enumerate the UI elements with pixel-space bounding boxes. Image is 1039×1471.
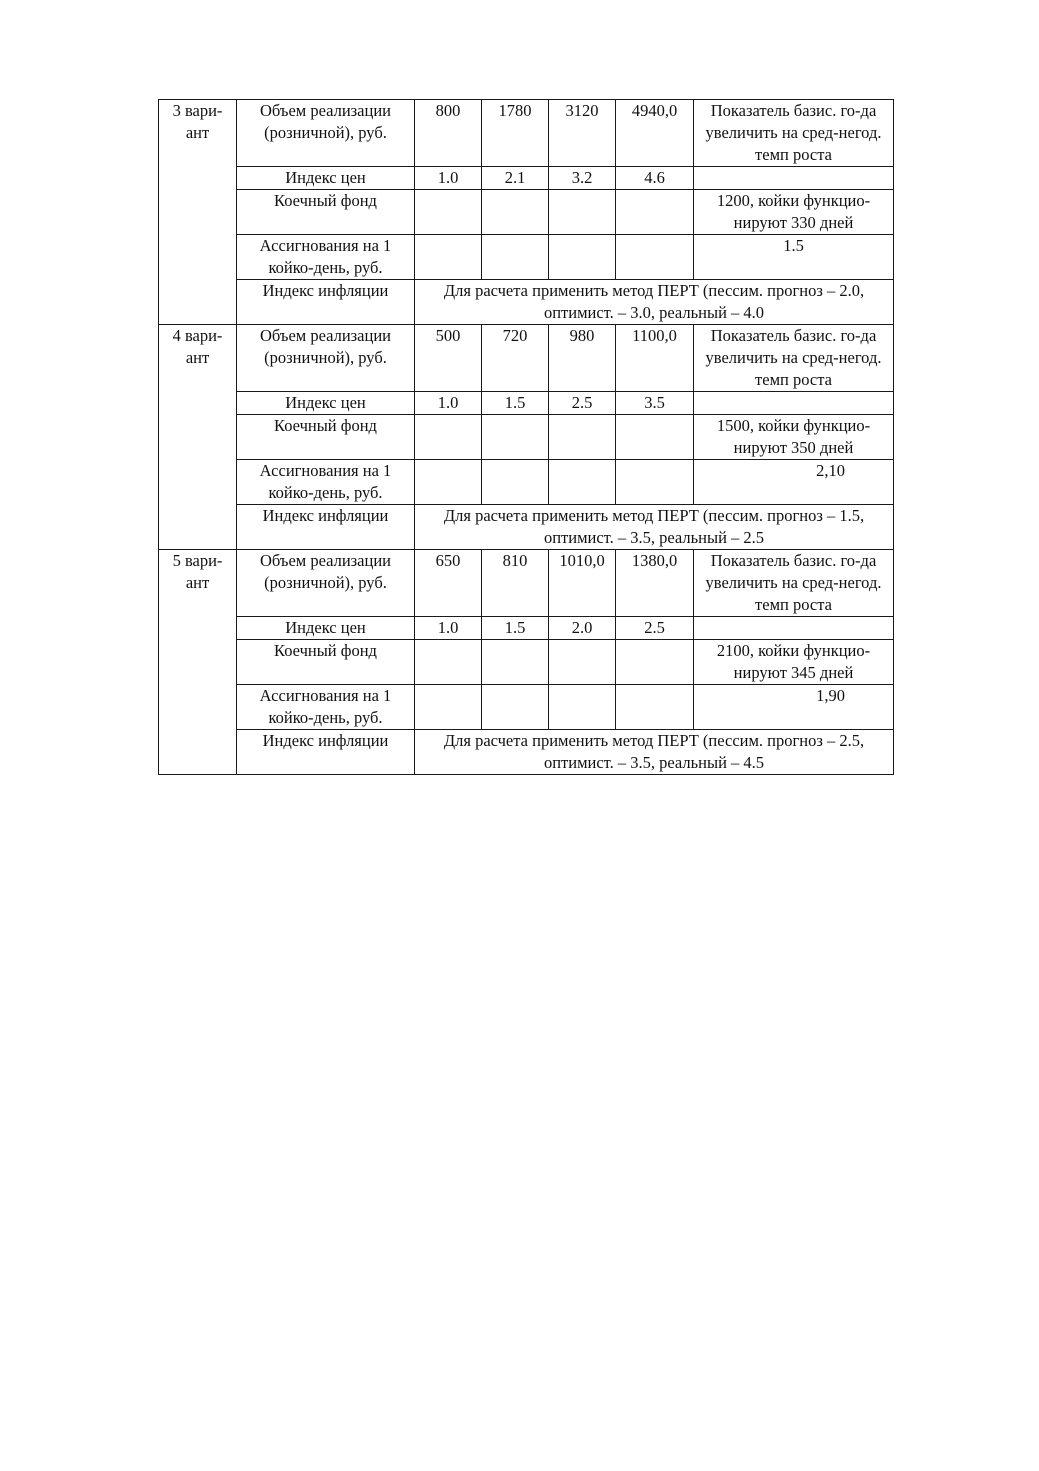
- volume-value: 800: [415, 100, 482, 167]
- row-note: 1500, койки функцио-нируют 350 дней: [694, 415, 894, 460]
- variant-label: 4 вари-ант: [159, 325, 237, 550]
- row-name: Объем реализации (розничной), руб.: [237, 325, 415, 392]
- empty-cell: [415, 235, 482, 280]
- allocation-row: [159, 460, 894, 505]
- price-index-row: [159, 167, 894, 190]
- bed-fund-row: [159, 190, 894, 235]
- row-name: Объем реализации (розничной), руб.: [237, 550, 415, 617]
- empty-cell: [482, 235, 549, 280]
- price-index-value: 1.5: [482, 392, 549, 415]
- row-name: Индекс инфляции: [237, 505, 415, 550]
- price-index-value: 3.5: [616, 392, 694, 415]
- row-name: Индекс инфляции: [237, 730, 415, 775]
- empty-cell: [549, 685, 616, 730]
- volume-value: 980: [549, 325, 616, 392]
- row-name: Коечный фонд: [237, 640, 415, 685]
- price-index-value: 1.0: [415, 617, 482, 640]
- row-name: Индекс цен: [237, 617, 415, 640]
- bed-fund-row: [159, 415, 894, 460]
- row-name: Коечный фонд: [237, 190, 415, 235]
- row-name: Ассигнования на 1 койко-день, руб.: [237, 685, 415, 730]
- empty-cell: [616, 235, 694, 280]
- row-name: Индекс цен: [237, 167, 415, 190]
- empty-cell: [415, 460, 482, 505]
- row-note: 1200, койки функцио-нируют 330 дней: [694, 190, 894, 235]
- empty-cell: [482, 640, 549, 685]
- allocation-row: [159, 685, 894, 730]
- price-index-value: 2.5: [616, 617, 694, 640]
- variant-label: 5 вари-ант: [159, 550, 237, 775]
- inflation-row: [159, 505, 894, 550]
- inflation-row: [159, 730, 894, 775]
- empty-cell: [415, 640, 482, 685]
- price-index-value: 4.6: [616, 167, 694, 190]
- inflation-note: Для расчета применить метод ПЕРТ (пессим. прогноз – 2.0, оптимист. – 3.0, реальный – 4.0: [415, 280, 894, 325]
- empty-cell: [616, 460, 694, 505]
- volume-value: 720: [482, 325, 549, 392]
- empty-cell: [549, 235, 616, 280]
- empty-cell: [549, 640, 616, 685]
- row-note: [694, 617, 894, 640]
- empty-cell: [616, 640, 694, 685]
- row-note: 2100, койки функцио-нируют 345 дней: [694, 640, 894, 685]
- volume-row: [159, 550, 894, 617]
- row-name: Коечный фонд: [237, 415, 415, 460]
- inflation-note: Для расчета применить метод ПЕРТ (пессим. прогноз – 1.5, оптимист. – 3.5, реальный – 2.5: [415, 505, 894, 550]
- row-name: Ассигнования на 1 койко-день, руб.: [237, 460, 415, 505]
- bed-fund-row: [159, 640, 894, 685]
- price-index-row: [159, 617, 894, 640]
- variant-label: 3 вари-ант: [159, 100, 237, 325]
- empty-cell: [415, 190, 482, 235]
- empty-cell: [549, 415, 616, 460]
- row-note: 2,10: [694, 460, 894, 505]
- volume-value: 1010,0: [549, 550, 616, 617]
- price-index-value: 2.0: [549, 617, 616, 640]
- row-note: [694, 167, 894, 190]
- empty-cell: [549, 190, 616, 235]
- empty-cell: [616, 685, 694, 730]
- empty-cell: [482, 460, 549, 505]
- volume-value: 650: [415, 550, 482, 617]
- row-note: Показатель базис. го-да увеличить на сред-негод. темп роста: [694, 325, 894, 392]
- variants-table: [158, 99, 894, 775]
- row-name: Индекс инфляции: [237, 280, 415, 325]
- row-note: 1.5: [694, 235, 894, 280]
- empty-cell: [616, 190, 694, 235]
- volume-value: 810: [482, 550, 549, 617]
- row-note: Показатель базис. го-да увеличить на сред-негод. темп роста: [694, 550, 894, 617]
- inflation-note: Для расчета применить метод ПЕРТ (пессим. прогноз – 2.5, оптимист. – 3.5, реальный – 4.5: [415, 730, 894, 775]
- volume-value: 3120: [549, 100, 616, 167]
- price-index-value: 1.0: [415, 392, 482, 415]
- volume-value: 500: [415, 325, 482, 392]
- empty-cell: [616, 415, 694, 460]
- inflation-row: [159, 280, 894, 325]
- price-index-row: [159, 392, 894, 415]
- row-name: Ассигнования на 1 койко-день, руб.: [237, 235, 415, 280]
- price-index-value: 2.1: [482, 167, 549, 190]
- row-note: 1,90: [694, 685, 894, 730]
- row-name: Объем реализации (розничной), руб.: [237, 100, 415, 167]
- volume-row: [159, 325, 894, 392]
- volume-value: 1780: [482, 100, 549, 167]
- empty-cell: [482, 190, 549, 235]
- price-index-value: 1.0: [415, 167, 482, 190]
- empty-cell: [482, 685, 549, 730]
- empty-cell: [415, 415, 482, 460]
- price-index-value: 1.5: [482, 617, 549, 640]
- volume-value: 1380,0: [616, 550, 694, 617]
- empty-cell: [415, 685, 482, 730]
- volume-row: [159, 100, 894, 167]
- row-note: [694, 392, 894, 415]
- price-index-value: 3.2: [549, 167, 616, 190]
- row-note: Показатель базис. го-да увеличить на сред-негод. темп роста: [694, 100, 894, 167]
- volume-value: 4940,0: [616, 100, 694, 167]
- allocation-row: [159, 235, 894, 280]
- price-index-value: 2.5: [549, 392, 616, 415]
- volume-value: 1100,0: [616, 325, 694, 392]
- row-name: Индекс цен: [237, 392, 415, 415]
- empty-cell: [482, 415, 549, 460]
- empty-cell: [549, 460, 616, 505]
